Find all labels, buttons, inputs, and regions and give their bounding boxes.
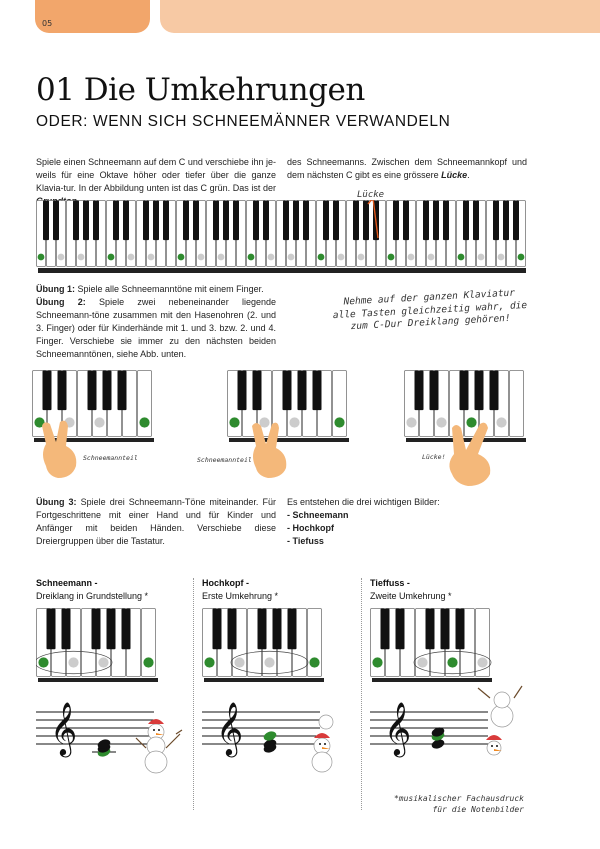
root-note-marker xyxy=(139,417,149,427)
black-key xyxy=(233,201,239,241)
black-key xyxy=(223,201,229,241)
black-key xyxy=(283,201,289,241)
chord-note-marker xyxy=(268,254,275,261)
black-key xyxy=(460,371,469,411)
chord-note-marker xyxy=(264,657,274,667)
chord-note-marker xyxy=(94,417,104,427)
black-key xyxy=(143,201,149,241)
full-keyboard xyxy=(36,200,526,276)
keyboard-base xyxy=(38,678,158,682)
hand-illustration-3 xyxy=(444,420,502,488)
snowman-body-icon xyxy=(494,692,510,708)
exercise-2-label: Übung 2: xyxy=(36,297,86,308)
form-2-staff xyxy=(202,690,352,785)
keyboard-base xyxy=(204,678,324,682)
black-key xyxy=(503,201,509,241)
intro-left-text: Spiele einen Schneemann auf dem C und verschiebe ihn je-weils für eine Oktave höher oder tiefer über die ganze Klavia-tur. In der Abbildung unten ist das C grün. Das ist der xyxy=(36,157,276,194)
black-key xyxy=(443,201,449,241)
snowman-body-icon xyxy=(145,751,167,773)
black-key xyxy=(183,201,189,241)
chord-note-marker xyxy=(406,417,416,427)
treble-clef-icon: 𝄞 xyxy=(384,701,412,755)
black-key xyxy=(473,201,479,241)
black-key xyxy=(62,609,71,650)
black-key xyxy=(113,201,119,241)
exercise-1-text: Spiele alle Schneemanntöne mit einem Finger. xyxy=(75,284,264,294)
black-key xyxy=(153,201,159,241)
treble-clef-icon: 𝄞 xyxy=(50,701,78,755)
footnote xyxy=(380,793,524,815)
black-key xyxy=(430,371,439,411)
root-note-marker xyxy=(518,254,525,261)
chord-note-marker xyxy=(58,254,65,261)
result-item-hochkopf: - Hochkopf xyxy=(287,523,334,534)
black-key xyxy=(463,201,469,241)
root-note-marker xyxy=(38,657,48,667)
chord-note-marker xyxy=(428,254,435,261)
black-key xyxy=(363,201,369,241)
full-keyboard-graphic xyxy=(36,200,526,276)
black-key xyxy=(92,609,101,650)
black-key xyxy=(258,609,267,650)
note-head xyxy=(262,730,277,743)
exercise-1-label: Übung 1: xyxy=(36,284,75,294)
root-note-marker xyxy=(229,417,239,427)
snowman-eye-icon xyxy=(324,743,326,745)
snowman-hat-icon xyxy=(314,733,330,738)
root-note-marker xyxy=(388,254,395,261)
root-note-marker xyxy=(248,254,255,261)
root-note-marker xyxy=(108,254,115,261)
black-key xyxy=(213,201,219,241)
form-2-name: Hochkopf - xyxy=(202,578,249,588)
black-key xyxy=(293,201,299,241)
black-key xyxy=(433,201,439,241)
black-key xyxy=(490,371,499,411)
form-1-desc: Dreiklang in Grundstellung * xyxy=(36,591,149,601)
form-2-label xyxy=(202,577,278,603)
black-key xyxy=(353,201,359,241)
black-key xyxy=(228,609,237,650)
black-key xyxy=(73,201,79,241)
snowman-arm-icon xyxy=(136,738,146,748)
chord-note-marker xyxy=(148,254,155,261)
black-key xyxy=(456,609,465,650)
chord-note-marker xyxy=(218,254,225,261)
snowman-head-icon xyxy=(319,715,333,729)
result-list xyxy=(287,496,527,548)
black-key xyxy=(273,609,282,650)
black-key xyxy=(93,201,99,241)
form-1-keyboard xyxy=(36,608,158,682)
snowman-body-icon xyxy=(312,752,332,772)
black-key xyxy=(441,609,450,650)
black-key xyxy=(333,201,339,241)
intro-right-paragraph xyxy=(287,156,527,182)
chord-note-marker xyxy=(477,657,487,667)
page-title: 01 Die Umkehrungen xyxy=(36,72,365,108)
white-key xyxy=(510,371,524,437)
form-3-keyboard-graphic xyxy=(370,608,492,682)
black-key xyxy=(88,371,97,411)
form-3-staff xyxy=(370,680,530,785)
form-2-keyboard xyxy=(202,608,324,682)
hand-label-3: Lücke! xyxy=(422,453,446,461)
chord-note-marker xyxy=(128,254,135,261)
black-key xyxy=(253,371,262,411)
root-note-marker xyxy=(372,657,382,667)
black-key xyxy=(381,609,390,650)
form-3-desc: Zweite Umkehrung * xyxy=(370,591,452,601)
form-2-desc: Erste Umkehrung * xyxy=(202,591,279,601)
black-key xyxy=(288,609,297,650)
black-key xyxy=(403,201,409,241)
black-key xyxy=(53,201,59,241)
exercise-3-text xyxy=(36,496,276,548)
root-note-marker xyxy=(458,254,465,261)
black-key xyxy=(298,371,307,411)
form-3-keyboard xyxy=(370,608,492,682)
root-note-marker xyxy=(204,657,214,667)
chord-note-marker xyxy=(478,254,485,261)
black-key xyxy=(47,609,56,650)
keyboard-base xyxy=(38,268,526,273)
result-item-schneemann: - Schneemann xyxy=(287,510,349,521)
footnote-line-2: für die Notenbilder xyxy=(432,805,524,814)
snowman-head-icon xyxy=(487,741,501,755)
snowman-eye-icon xyxy=(319,743,321,745)
chord-note-marker xyxy=(234,657,244,667)
snowman-eye-icon xyxy=(491,745,493,747)
chord-note-marker xyxy=(338,254,345,261)
snowman-eye-icon xyxy=(496,745,498,747)
black-key xyxy=(43,371,52,411)
root-note-marker xyxy=(447,657,457,667)
hand-illustration-1 xyxy=(38,418,86,480)
root-note-marker xyxy=(143,657,153,667)
intro-right-end: . xyxy=(467,170,470,181)
black-key xyxy=(396,609,405,650)
hand-label-1: Schneemannteil xyxy=(83,454,138,462)
snowman-eye-icon xyxy=(158,729,160,731)
root-note-marker xyxy=(178,254,185,261)
section-divider-2 xyxy=(361,578,362,810)
snowman-arm-icon xyxy=(166,730,182,748)
hand-label-2: Schneemannteil xyxy=(197,456,252,464)
form-3-name: Tieffuss - xyxy=(370,578,410,588)
footnote-line-1: *musikalischer Fachausdruck xyxy=(393,794,524,803)
page-number: 05 xyxy=(42,19,53,28)
hand-illustration-2 xyxy=(246,420,296,480)
black-key xyxy=(493,201,499,241)
treble-clef-icon: 𝄞 xyxy=(216,701,244,755)
form-1-staff xyxy=(36,690,186,785)
root-note-marker xyxy=(318,254,325,261)
chord-note-marker xyxy=(498,254,505,261)
handwritten-note: Nehme auf der ganzen Klaviatur alle Tasten gleichzeitig wahr, die zum C-Dur Dreiklang gehören! xyxy=(332,287,528,333)
snowman-head-icon xyxy=(314,738,330,754)
form-1-label xyxy=(36,577,148,603)
header-tab-right xyxy=(160,0,600,33)
black-key xyxy=(415,371,424,411)
snowman-eye-icon xyxy=(153,729,155,731)
black-key xyxy=(103,371,112,411)
section-divider-1 xyxy=(193,578,194,810)
exercise-2-text: Spiele zwei nebeneinander liegende Schneemann-töne zusammen mit den Hasenohren (2. und 3. Finger) oder für Kinderhände mit 1. und 3. bzw. 2. und 4. Finger. Verschiebe sie immer zu den nächsten beiden Schneemanntönen, siehe Abb. unten. xyxy=(36,297,276,360)
snowman-hat-icon xyxy=(486,735,502,740)
black-key xyxy=(513,201,519,241)
intro-right-text: des Schneemanns. Zwischen dem Schneemannkopf und dem nächsten C gibt es eine grössere xyxy=(287,157,527,181)
form-1-keyboard-graphic xyxy=(36,608,158,682)
chord-note-marker xyxy=(78,254,85,261)
black-key xyxy=(213,609,222,650)
black-key xyxy=(393,201,399,241)
form-1-name: Schneemann - xyxy=(36,578,98,588)
black-key xyxy=(238,371,247,411)
page-subtitle: ODER: WENN SICH SCHNEEMÄNNER VERWANDELN xyxy=(36,113,451,130)
chord-note-marker xyxy=(98,657,108,667)
black-key xyxy=(313,371,322,411)
black-key xyxy=(123,201,129,241)
root-note-marker xyxy=(309,657,319,667)
form-2-keyboard-graphic xyxy=(202,608,324,682)
chord-note-marker xyxy=(68,657,78,667)
black-key xyxy=(263,201,269,241)
chord-note-marker xyxy=(417,657,427,667)
black-key xyxy=(303,201,309,241)
black-key xyxy=(83,201,89,241)
black-key xyxy=(426,609,435,650)
black-key xyxy=(163,201,169,241)
intro-right-emphasis: Lücke xyxy=(441,170,468,181)
black-key xyxy=(253,201,259,241)
exercise-1-2-text xyxy=(36,283,276,362)
black-key xyxy=(118,371,127,411)
chord-note-marker xyxy=(198,254,205,261)
form-3-label xyxy=(370,577,452,603)
black-key xyxy=(423,201,429,241)
result-item-tieffuss: - Tiefuss xyxy=(287,536,324,547)
gap-label: Lücke xyxy=(357,190,385,200)
black-key xyxy=(122,609,131,650)
exercise-3-label: Übung 3: xyxy=(36,497,77,507)
exercise-3-body: Spiele drei Schneemann-Töne miteinander. Für Fortgeschrittene mit einer Hand und für Kinder und Anfänger mit beiden Händen. Verschiebe diese Dreiergruppen über die Tastatur. xyxy=(36,497,276,547)
black-key xyxy=(323,201,329,241)
black-key xyxy=(43,201,49,241)
result-intro: Es entstehen die drei wichtigen Bilder: xyxy=(287,497,440,507)
black-key xyxy=(193,201,199,241)
black-key xyxy=(58,371,67,411)
root-note-marker xyxy=(38,254,45,261)
black-key xyxy=(283,371,292,411)
root-note-marker xyxy=(334,417,344,427)
header-tab-left xyxy=(35,0,150,33)
black-key xyxy=(475,371,484,411)
black-key xyxy=(107,609,116,650)
chord-note-marker xyxy=(288,254,295,261)
chord-note-marker xyxy=(358,254,365,261)
chord-note-marker xyxy=(408,254,415,261)
